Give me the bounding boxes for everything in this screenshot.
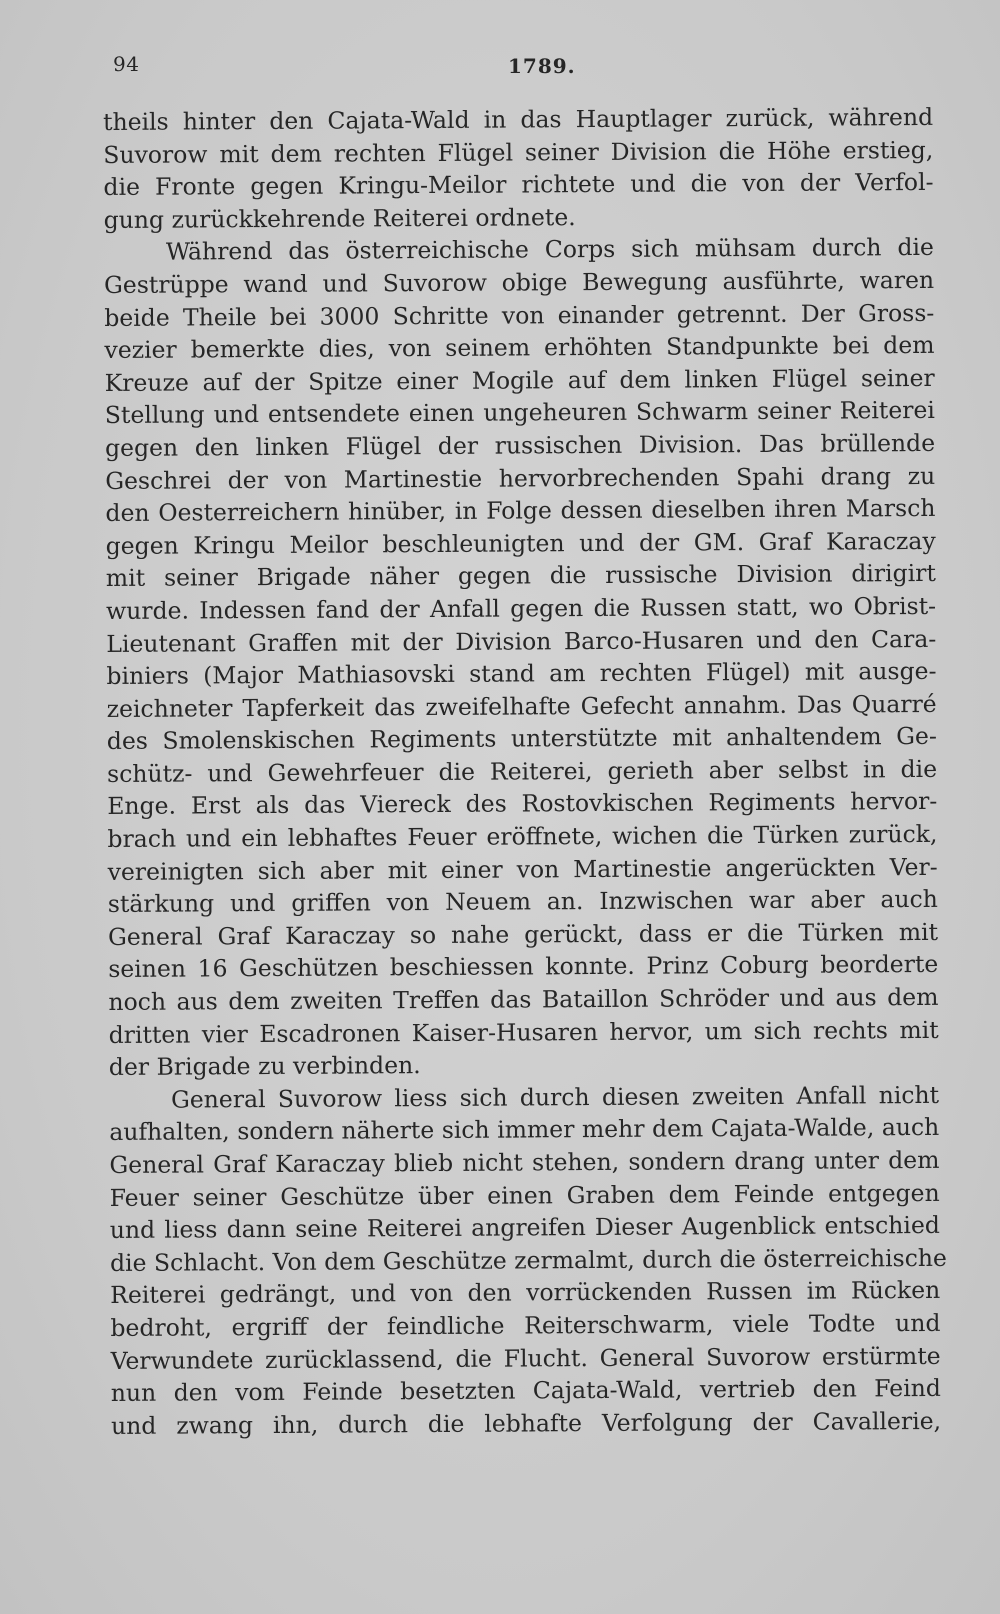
text-line: wurde. Indessen fand der Anfall gegen die Russen statt, wo Obrist- [105, 591, 937, 625]
text-line: Geschrei der von Martinestie hervorbrechenden Spahi drang zu [105, 461, 936, 495]
text-line: General Graf Karaczay blieb nicht stehen, sondern drang unter dem [109, 1145, 940, 1179]
text-line: gegen den linken Flügel der russischen Division. Das brüllende [105, 428, 936, 462]
text-line: Stellung und entsendete einen ungeheuren Schwarm seiner Reiterei [104, 396, 935, 430]
text-line: die Schlacht. Von dem Geschütze zermalmt, durch die österreichische [109, 1243, 947, 1277]
text-line: biniers (Major Mathiasovski stand am rechten Flügel) mit ausge- [106, 657, 937, 691]
text-line: und zwang ihn, durch die lebhafte Verfolgung der Cavallerie, [110, 1406, 942, 1440]
text-line: Reiterei gedrängt, und von den vorrückenden Russen im Rücken [110, 1276, 941, 1310]
text-line: der Brigade zu verbinden. [108, 1051, 421, 1082]
running-header-year: 1789. [508, 54, 576, 78]
text-line: den Oesterreichern hinüber, in Folge dessen dieselben ihren Marsch [105, 494, 936, 528]
text-line: seinen 16 Geschützen beschiessen konnte. Prinz Coburg beorderte [108, 950, 939, 984]
paragraph-3 [109, 1079, 947, 1443]
text-line: stärkung und griffen von Neuem an. Inzwischen war aber auch [107, 885, 938, 919]
text-line: Kreuze auf der Spitze einer Mogile auf dem linken Flügel seiner [104, 363, 935, 397]
text-line: gung zurückkehrende Reiterei ordnete. [103, 202, 576, 234]
text-line: Lieutenant Graffen mit der Division Barco-Husaren und den Cara- [106, 624, 937, 658]
text-line: und liess dann seine Reiterei angreifen Dieser Augenblick entschied [109, 1211, 940, 1245]
text-line: bedroht, ergriff der feindliche Reiterschwarm, viele Todte und [110, 1308, 941, 1342]
text-line: gegen Kringu Meilor beschleunigten und der GM. Graf Karaczay [105, 526, 936, 560]
page-number: 94 [113, 52, 140, 76]
text-line: Verwundete zurücklassend, die Flucht. General Suvorow erstürmte [110, 1341, 941, 1375]
text-line: nun den vom Feinde besetzten Cajata-Wald, vertrieb den Feind [110, 1374, 941, 1408]
text-line: Während das österreichische Corps sich mühsam durch die [165, 233, 934, 266]
text-line: Suvorow mit dem rechten Flügel seiner Division die Höhe erstieg, [103, 135, 934, 169]
paragraph-1 [103, 101, 934, 236]
text-line: Enge. Erst als das Viereck des Rostovkischen Regiments hervor- [107, 787, 938, 821]
text-line: Gestrüppe wand und Suvorow obige Bewegung ausführte, waren [104, 265, 935, 299]
body-text [103, 101, 947, 1442]
text-line: vezier bemerkte dies, von seinem erhöhten Standpunkte bei dem [104, 331, 935, 365]
text-line: vereinigten sich aber mit einer von Martinestie angerückten Ver- [107, 852, 938, 886]
text-line: die Fronte gegen Kringu-Meilor richtete und die von der Verfol- [103, 168, 934, 202]
text-line: Feuer seiner Geschütze über einen Graben dem Feinde entgegen [109, 1178, 940, 1212]
text-line: beide Theile bei 3000 Schritte von einander getrennt. Der Gross- [104, 298, 935, 332]
text-line: des Smolenskischen Regiments unterstützte mit anhaltendem Ge- [106, 722, 937, 756]
text-line: zeichneter Tapferkeit das zweifelhafte Gefecht annahm. Das Quarré [106, 689, 937, 723]
text-line: aufhalten, sondern näherte sich immer mehr dem Cajata-Walde, auch [109, 1113, 940, 1147]
text-line: noch aus dem zweiten Treffen das Bataillon Schröder und aus dem [108, 982, 939, 1017]
text-line: brach und ein lebhaftes Feuer eröffnete, wichen die Türken zurück, [107, 819, 938, 854]
text-line: theils hinter den Cajata-Wald in das Hauptlager zurück, während [103, 102, 934, 136]
text-line: schütz- und Gewehrfeuer die Reiterei, gerieth aber selbst in die [106, 754, 938, 788]
paragraph-2 [104, 231, 939, 1083]
text-line: mit seiner Brigade näher gegen die russische Division dirigirt [105, 559, 936, 593]
text-line: General Suvorow liess sich durch diesen zweiten Anfall nicht [170, 1080, 940, 1114]
text-line: dritten vier Escadronen Kaiser-Husaren hervor, um sich rechts mit [108, 1015, 939, 1049]
text-line: General Graf Karaczay so nahe gerückt, dass er die Türken mit [107, 917, 939, 951]
